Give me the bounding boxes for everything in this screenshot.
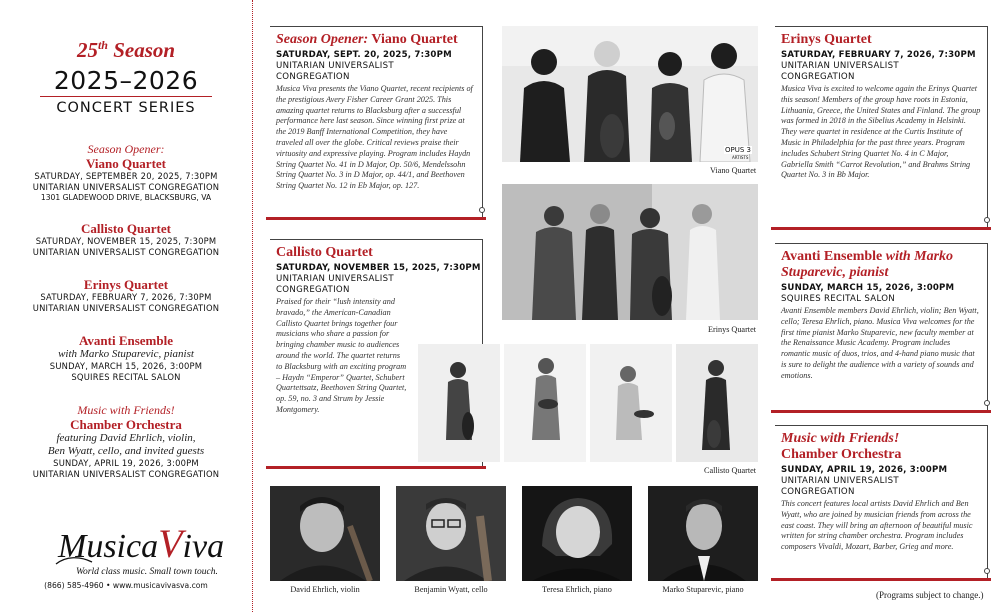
- concert-title: Erinys Quartet: [781, 32, 872, 47]
- listing-avanti: Avanti Ensemble with Marko Stuparevic, pianist SUNDAY, MARCH 15, 2026, 3:00PM SQUIRES RECITAL SALON: [49, 333, 203, 382]
- concert-date: SATURDAY, SEPT. 20, 2025, 7:30PM: [276, 50, 452, 60]
- concert-date: SUNDAY, MARCH 15, 2026, 3:00PM: [781, 283, 955, 293]
- callisto-quartet-photo: [418, 344, 758, 462]
- concert-venue: UNITARIAN UNIVERSALIST: [276, 61, 394, 71]
- concert-venue: UNITARIAN UNIVERSALIST: [781, 61, 899, 71]
- photo-caption: Benjamin Wyatt, cello: [414, 585, 488, 594]
- opus3-badge-sub: ARTISTS: [732, 155, 749, 160]
- portrait-david-ehrlich: [270, 486, 380, 581]
- concert-title-prefix: Music with Friends!: [781, 431, 900, 446]
- photo-caption: Viano Quartet: [710, 166, 757, 175]
- logo-word-iva: iva: [182, 528, 225, 565]
- programs-note: (Programs subject to change.): [876, 590, 984, 600]
- listing-callisto: Callisto Quartet SATURDAY, NOVEMBER 15, 2025, 7:30PM UNITARIAN UNIVERSALIST CONGREGATION: [32, 221, 220, 257]
- fold-line: [252, 0, 253, 612]
- listing-erinys: Erinys Quartet SATURDAY, FEBRUARY 7, 2026, 7:30PM UNITARIAN UNIVERSALIST CONGREGATION: [32, 277, 220, 313]
- musica-viva-logo: [58, 520, 238, 570]
- concert-date: SATURDAY, NOVEMBER 15, 2025, 7:30PM: [276, 263, 481, 273]
- logo-letter-v: V: [158, 521, 183, 566]
- photo-caption: Marko Stuparevic, piano: [662, 585, 744, 594]
- concert-venue: UNITARIAN UNIVERSALIST: [781, 476, 899, 486]
- concert-description: Praised for their “lush intensity and bravado,” the American-Canadian Callisto Quartet brings together four musicians who share a passion for bringing chamber music to audiences around the world. The quartet returns to Blacksburg with an exciting program – Haydn “Emperor” Quartet, Schubert Quartettsatz, Beethoven String Quartet, op. 59, no. 3 and Strum by Jessie Montgomery.: [276, 297, 407, 414]
- listing-chamber-orchestra: Music with Friends! Chamber Orchestra featuring David Ehrlich, violin, Ben Wyatt, cello, and invited guests SUNDAY, APRIL 19, 2026, 3:00PM UNITARIAN UNIVERSALIST CONGREGATION: [32, 403, 220, 479]
- tagline: World class music. Small town touch.: [76, 567, 218, 577]
- series-title: CONCERT SERIES: [56, 100, 196, 116]
- viano-quartet-photo: [502, 26, 758, 162]
- concert-chamber-orchestra: Music with Friends! Chamber Orchestra SUNDAY, APRIL 19, 2026, 3:00PM UNITARIAN UNIVERSALIST CONGREGATION This concert features local artists David Ehrlich and Ben Wyatt, who are joined by musician friends from across the east coast. They will bring an afternoon of beautiful music written for string chamber orchestra. Program includes composers Vivaldi, Mozart, Barber, Grieg and more.: [775, 425, 988, 578]
- portrait-benjamin-wyatt: [396, 486, 506, 581]
- concert-erinys: Erinys Quartet SATURDAY, FEBRUARY 7, 2026, 7:30PM UNITARIAN UNIVERSALIST CONGREGATION Musica Viva is excited to welcome again the Erinys Quartet this season! Members of the group have roots in Estonia, Lithuania, Greece, the United States and Finland. The group was formed in 2018 in the Sibelius Academy in Helsinki. They were quartet in residence at the Curtis Institute of Music in Philadelphia for the past three years. Program includes Schubert String Quartet No. 4 in C Major, Gabriella Smith “Carrot Revolution,” and Brahms String Quartet No. 3 in Bb Major.: [775, 26, 988, 227]
- concert-description: Musica Viva is excited to welcome again the Erinys Quartet this season! Members of the group have roots in Estonia, Lithuania, Greece, the United States and Finland. The group was formed in 2018 in the Sibelius Academy in Helsinki. They were quartet in residence at the Curtis Institute of Music in Philadelphia for the past three years. Program includes Schubert String Quartet No. 4 in C Major, Gabriella Smith “Carrot Revolution,” and Brahms String Quartet No. 3 in Bb Major.: [781, 84, 981, 180]
- concert-title: Callisto Quartet: [276, 245, 373, 260]
- concert-venue: UNITARIAN UNIVERSALIST: [276, 274, 394, 284]
- erinys-quartet-photo: [502, 184, 758, 320]
- concert-avanti: [775, 243, 988, 410]
- season-years: 2025–2026: [53, 66, 199, 95]
- concert-date: SUNDAY, APRIL 19, 2026, 3:00PM: [781, 465, 948, 475]
- listing-viano: Season Opener: Viano Quartet SATURDAY, SEPTEMBER 20, 2025, 7:30PM UNITARIAN UNIVERSALIST CONGREGATION 1301 GLADEWOOD DRIVE, BLACKSBURG, VA: [32, 142, 220, 202]
- concert-title: Chamber Orchestra: [781, 447, 902, 462]
- logo-word-musica: Musica: [58, 528, 159, 565]
- photo-caption: Callisto Quartet: [704, 466, 757, 475]
- concert-callisto: Callisto Quartet SATURDAY, NOVEMBER 15, 2025, 7:30PM UNITARIAN UNIVERSALIST CONGREGATION Praised for their “lush intensity and bravado,” the American-Canadian Callisto Quartet brings together four musicians who share a passion for bringing chamber music to audiences around the world. The quartet returns to Blacksburg with an exciting program – Haydn “Emperor” Quartet, Schubert Quartettsatz, Beethoven String Quartet, op. 59, no. 3 and Strum by Jessie Montgomery.: [270, 239, 483, 466]
- season-heading: 25th Season: [76, 38, 176, 62]
- concert-venue: SQUIRES RECITAL SALON: [781, 294, 896, 304]
- concert-description: This concert features local artists David Ehrlich and Ben Wyatt, who are joined by musician friends from across the east coast. They will bring an afternoon of beautiful music written for string chamber orchestra. Program includes composers Vivaldi, Mozart, Barber, Grieg and more.: [781, 499, 973, 552]
- concert-date: SATURDAY, FEBRUARY 7, 2026, 7:30PM: [781, 50, 976, 60]
- opus3-badge: OPUS 3: [725, 146, 751, 154]
- concert-description: Musica Viva presents the Viano Quartet, recent recipients of the prestigious Avery Fisher Career Grant 2025. This amazing quartet returns to Blacksburg after a successful performance here last season. Since winning first prize at the 2019 Banff International Competition, they have traveled all over the globe. Critical reviews praise their virtuosity and expressive playing. Program includes Haydn String Quartet No. 41 in D Major, Op. 50/6, Mendelssohn String Quartet No. 3 in D Major, op. 44/1, and Beethoven String Quartet No. 12 in Eb Major, op. 127.: [276, 84, 473, 191]
- photo-caption: Teresa Ehrlich, piano: [542, 585, 612, 594]
- contact-info: (866) 585-4960 • www.musicavivasva.com: [44, 581, 208, 590]
- divider: [40, 96, 212, 97]
- concert-title: Season Opener: Viano Quartet: [276, 32, 458, 47]
- portrait-teresa-ehrlich: [522, 486, 632, 581]
- concert-description: Avanti Ensemble members David Ehrlich, violin; Ben Wyatt, cello; Teresa Ehrlich, piano. Musica Viva welcomes for the first time pianist Marko Stuparevic, new faculty member at the Renaissance Music Academy. Program includes romantic music of duos, trios, and 4-hand piano music that is sure to delight the audience with a variety of sounds and emotions.: [781, 306, 979, 380]
- portrait-marko-stuparevic: [648, 486, 758, 581]
- photo-caption: Erinys Quartet: [708, 325, 756, 334]
- left-panel: [0, 0, 252, 612]
- concert-title: Avanti Ensemble with Marko Stuparevic, pianist: [781, 249, 954, 280]
- concert-viano: Season Opener: Viano Quartet SATURDAY, SEPT. 20, 2025, 7:30PM UNITARIAN UNIVERSALIST CONGREGATION Musica Viva presents the Viano Quartet, recent recipients of the prestigious Avery Fisher Career Grant 2025. This amazing quartet returns to Blacksburg after a successful performance here last season. Since winning first prize at the 2019 Banff International Competition, they have traveled all over the globe. Critical reviews praise their virtuosity and expressive playing. Program includes Haydn String Quartet No. 41 in D Major, Op. 50/6, Mendelssohn String Quartet No. 3 in D Major, op. 44/1, and Beethoven String Quartet No. 12 in Eb Major, op. 127.: [270, 26, 483, 217]
- photo-caption: David Ehrlich, violin: [290, 585, 360, 594]
